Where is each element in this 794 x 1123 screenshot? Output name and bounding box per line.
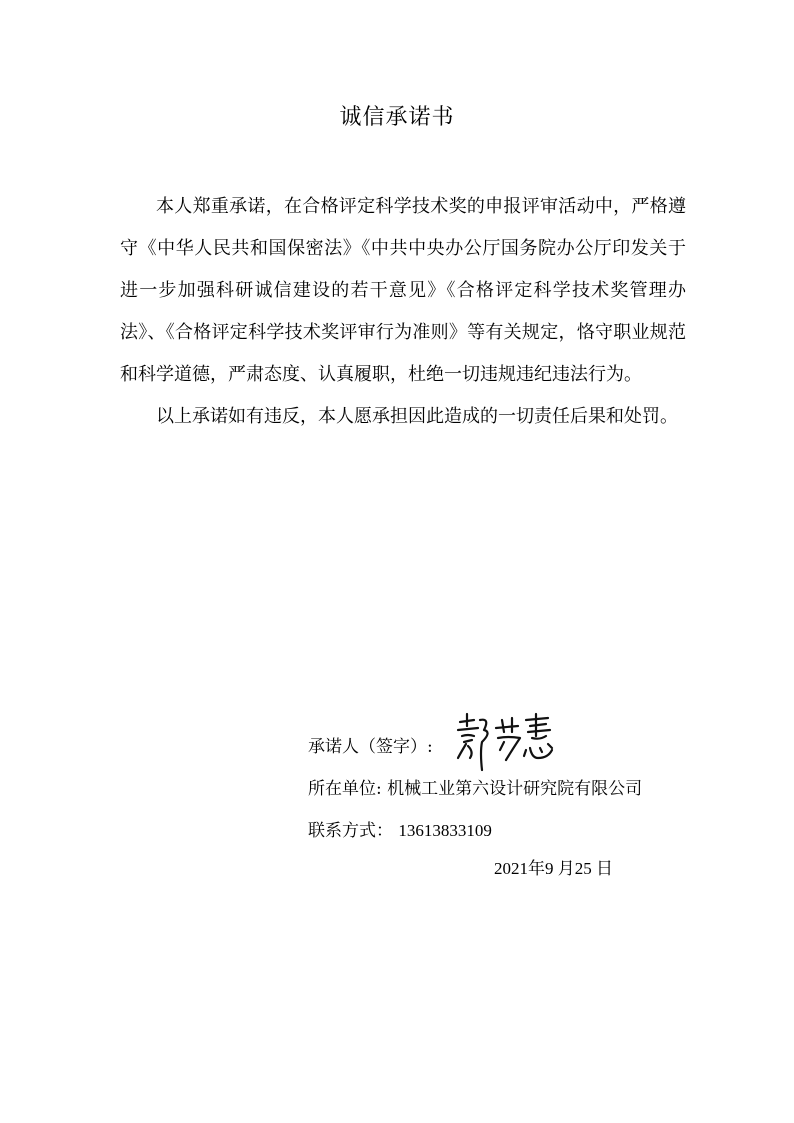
signing-date: 2021年9 月25 日 [494,859,613,878]
contact-label: 联系方式： [308,821,393,841]
contact-line [308,810,728,852]
document-body [120,186,686,438]
handwritten-signature [452,706,562,776]
contact-value: 13613833109 [398,821,492,840]
unit-value: 机械工业第六设计研究院有限公司 [387,779,643,799]
signer-label: 承诺人（签字）: [308,737,433,757]
liability-paragraph: 以上承诺如有违反，本人愿承担因此造成的一切责任后果和处罚。 [156,406,678,427]
unit-label: 所在单位: [308,779,382,799]
commitment-paragraph: 本人郑重承诺，在合格评定科学技术奖的申报评审活动中，严格遵守《中华人民共和国保密法》《中共中央办公厅国务院办公厅印发关于进一步加强科研诚信建设的若干意见》《合格评定科学技术奖管理办法》、《合格评定科学技术奖评审行为准则》等有关规定，恪守职业规范和科学道德，严肃态度、认真履职，杜绝一切违规违纪违法行为。 [120,196,686,385]
document-title: 诚信承诺书 [339,105,455,130]
